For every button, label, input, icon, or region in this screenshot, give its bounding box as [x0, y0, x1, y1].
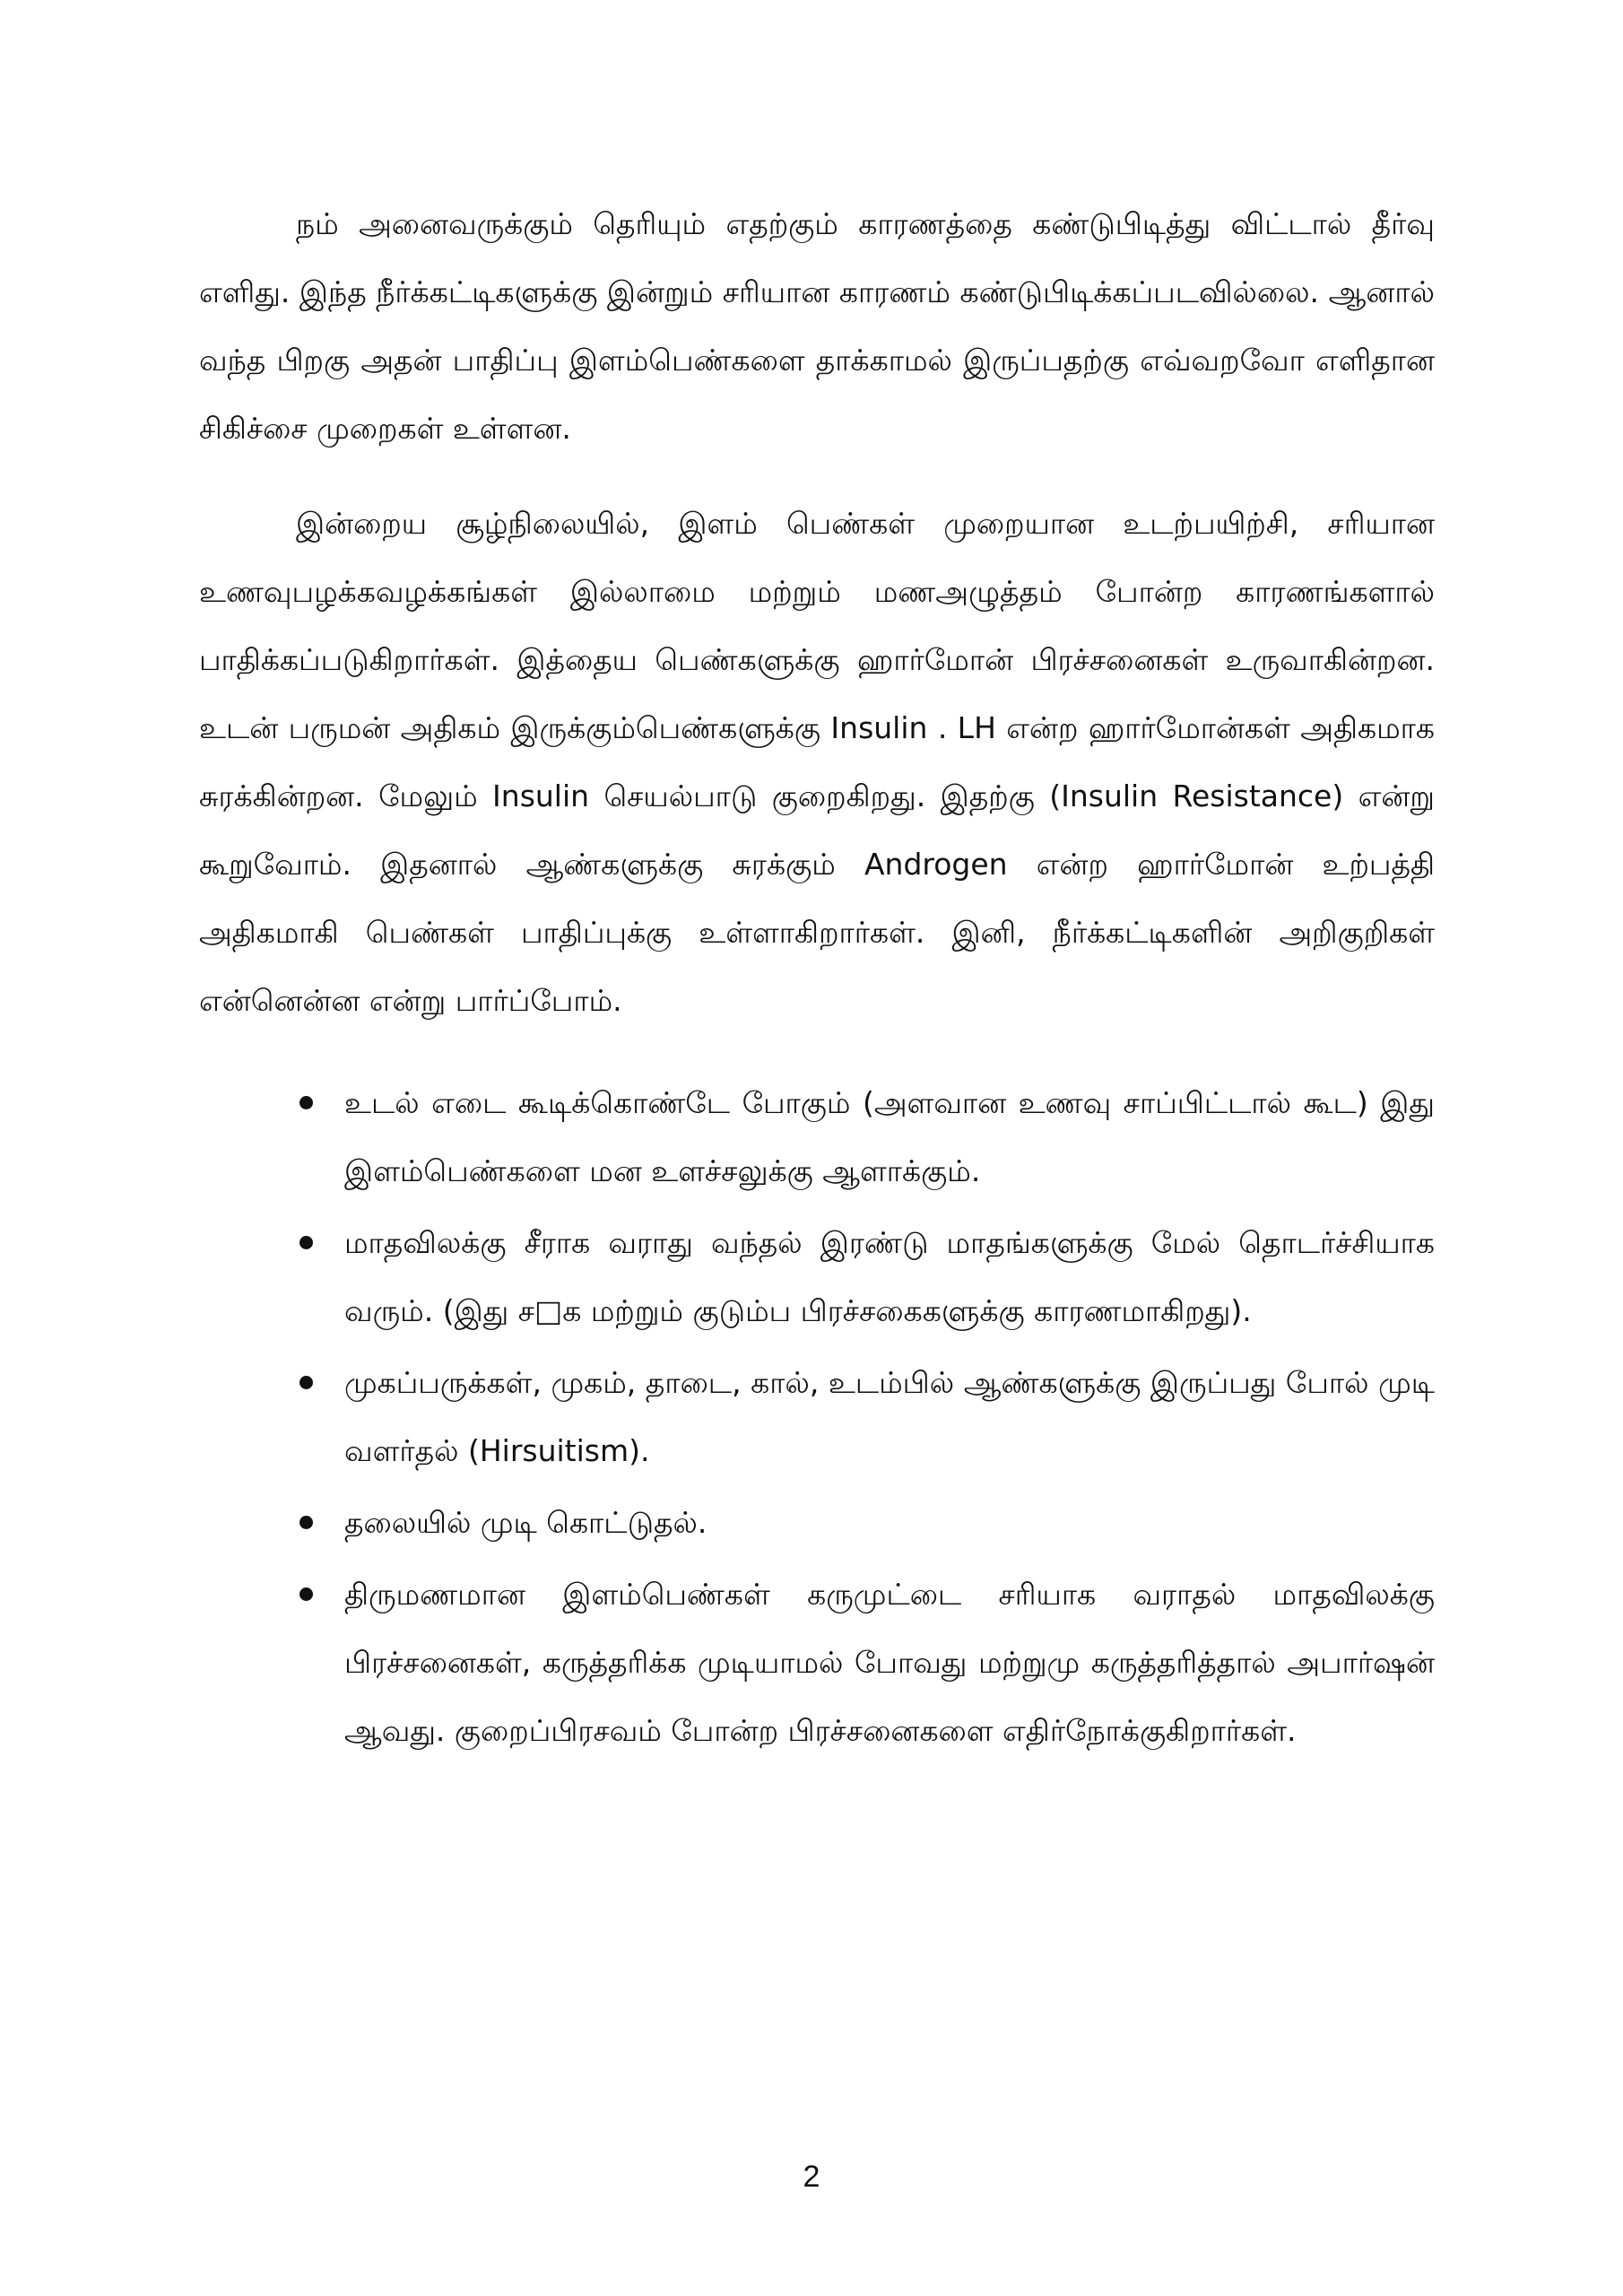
list-item-text: திருமணமான இளம்பெண்கள் கருமுட்டை சரியாக வராதல் மாதவிலக்கு பிரச்சனைகள், கருத்தரிக்க முடியாமல் போவது மற்றுமு கருத்தரித்தால் அபார்ஷன் ஆவது. குறைப்பிரசவம் போன்ற பிரச்சனைகளை எதிர்நோக்குகிறார்கள்.	[344, 1577, 1435, 1748]
bullet-icon	[299, 1236, 313, 1249]
paragraph: இன்றைய சூழ்நிலையில், இளம் பெண்கள் முறையான உடற்பயிற்சி, சரியான உணவுபழக்கவழக்கங்கள் இல்லாமை மற்றும் மணஅழுத்தம் போன்ற காரணங்களால் பாதிக்கப்படுகிறார்கள். இத்தைய பெண்களுக்கு ஹார்மோன் பிரச்சனைகள் உருவாகின்றன. உடன் பருமன் அதிகம் இருக்கும்பெண்களுக்கு Insulin . LH என்ற ஹார்மோன்கள் அதிகமாக சுரக்கின்றன. மேலும் Insulin செயல்பாடு குறைகிறது. இதற்கு (Insulin Resistance) என்று கூறுவோம். இதனால் ஆண்களுக்கு சுரக்கும் Androgen என்ற ஹார்மோன் உற்பத்தி அதிகமாகி பெண்கள் பாதிப்புக்கு உள்ளாகிறார்கள். இனி, நீர்க்கட்டிகளின் அறிகுறிகள் என்னென்ன என்று பார்ப்போம்.	[199, 506, 1435, 1018]
list-item-text: தலையில் முடி கொட்டுதல்.	[344, 1505, 707, 1540]
bullet-icon	[299, 1587, 313, 1601]
bullet-icon	[299, 1376, 313, 1389]
symptom-list	[199, 1069, 1435, 1765]
bullet-icon	[299, 1516, 313, 1529]
list-item	[199, 1489, 1435, 1557]
page-number: 2	[803, 2160, 820, 2194]
paragraph: நம் அனைவருக்கும் தெரியும் எதற்கும் காரணத்தை கண்டுபிடித்து விட்டால் தீர்வு எளிது. இந்த நீர்க்கட்டிகளுக்கு இன்றும் சரியான காரணம் கண்டுபிடிக்கப்படவில்லை. ஆனால் வந்த பிறகு அதன் பாதிப்பு இளம்பெண்களை தாக்காமல் இருப்பதற்கு எவ்வறவோ எளிதான சிகிச்சை முறைகள் உள்ளன.	[199, 206, 1435, 446]
page-content	[199, 190, 1435, 1765]
list-item	[199, 1561, 1435, 1765]
list-item	[199, 1209, 1435, 1345]
list-item	[199, 1349, 1435, 1485]
list-item-text: மாதவிலக்கு சீராக வராது வந்தல் இரண்டு மாதங்களுக்கு மேல் தொடர்ச்சியாக வரும். (இது ச□க மற்றும் குடும்ப பிரச்சகைகளுக்கு காரணமாகிறது).	[344, 1225, 1435, 1328]
list-item	[199, 1069, 1435, 1205]
bullet-icon	[299, 1096, 313, 1109]
list-item-text: உடல் எடை கூடிக்கொண்டே போகும் (அளவான உணவு சாப்பிட்டால் கூட) இது இளம்பெண்களை மன உளச்சலுக்கு ஆளாக்கும்.	[344, 1085, 1435, 1188]
list-item-text: முகப்பருக்கள், முகம், தாடை, கால், உடம்பில் ஆண்களுக்கு இருப்பது போல் முடி வளர்தல் (Hirsuitism).	[344, 1365, 1435, 1468]
